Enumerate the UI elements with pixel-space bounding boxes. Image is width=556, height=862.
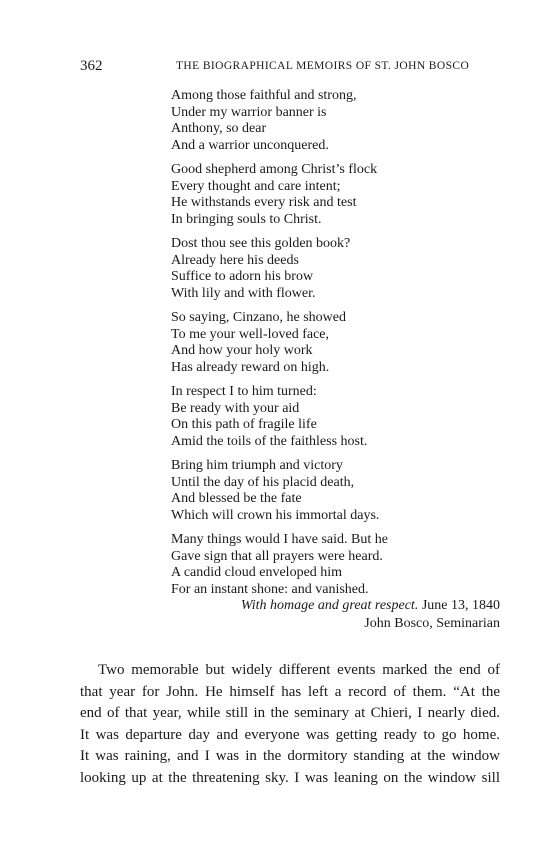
poem-line: A candid cloud enveloped him [171, 565, 343, 580]
poem-line: Many things would I have said. But he [171, 532, 388, 547]
paragraph-line: that year for John. He himself has left a record of them. “At the [80, 683, 500, 700]
closing-block [160, 597, 500, 632]
poem-line: Bring him triumph and victory [171, 458, 343, 473]
signature: John Bosco, Seminarian [364, 615, 500, 631]
poem-stanza [171, 384, 511, 450]
running-head: THE BIOGRAPHICAL MEMOIRS OF ST. JOHN BOSCO [176, 60, 470, 72]
poem-line: Has already reward on high. [171, 359, 330, 375]
poem-line: And how your holy work [171, 343, 313, 358]
poem-line: Anthony, so dear [171, 121, 267, 136]
poem-line: Suffice to adorn his brow [171, 269, 314, 284]
paragraph-line: end of that year, while still in the seminary at Chieri, I nearly died. [80, 705, 500, 721]
poem-line: Which will crown his immortal days. [171, 507, 380, 523]
poem-line: Be ready with your aid [171, 400, 300, 416]
poem-line: Gave sign that all prayers were heard. [171, 548, 383, 564]
paragraph-line: It was raining, and I was in the dormitory standing at the window [80, 748, 500, 764]
paragraph-line: Two memorable but widely different events marked the end of [98, 662, 500, 678]
poem-line: Dost thou see this golden book? [171, 236, 351, 251]
poem-stanza [171, 236, 511, 302]
poem [171, 88, 511, 606]
poem-line: And a warrior unconquered. [171, 137, 329, 153]
dedication: With homage and great respect. [240, 598, 419, 613]
body-text [80, 660, 500, 789]
date: June 13, 1840 [421, 598, 500, 613]
poem-stanza [171, 532, 511, 598]
poem-line: In respect I to him turned: [171, 384, 317, 399]
page-number: 362 [80, 58, 103, 74]
paragraph-line: It was departure day and everyone was getting ready to go home. [80, 726, 500, 743]
poem-line: To me your well-loved face, [171, 326, 330, 342]
poem-line: Among those faithful and strong, [171, 88, 357, 103]
poem-line: So saying, Cinzano, he showed [171, 310, 346, 325]
poem-line: With lily and with flower. [171, 285, 316, 301]
poem-stanza [171, 88, 511, 154]
poem-stanza [171, 310, 511, 376]
dedication-line [160, 597, 500, 615]
poem-line: He withstands every risk and test [171, 195, 357, 210]
poem-line: And blessed be the fate [171, 491, 302, 506]
poem-line: On this path of fragile life [171, 417, 317, 432]
poem-line: Under my warrior banner is [171, 104, 327, 120]
poem-stanza [171, 162, 511, 228]
poem-line: Amid the toils of the faithless host. [171, 433, 368, 449]
poem-line: Every thought and care intent; [171, 178, 341, 194]
poem-line: In bringing souls to Christ. [171, 211, 322, 227]
poem-line: For an instant shone: and vanished. [171, 581, 369, 597]
poem-line: Already here his deeds [171, 252, 299, 268]
poem-line: Good shepherd among Christ’s flock [171, 162, 378, 177]
paragraph-line: looking up at the threatening sky. I was leaning on the window sill [80, 769, 500, 786]
poem-line: Until the day of his placid death, [171, 474, 355, 490]
poem-stanza [171, 458, 511, 524]
